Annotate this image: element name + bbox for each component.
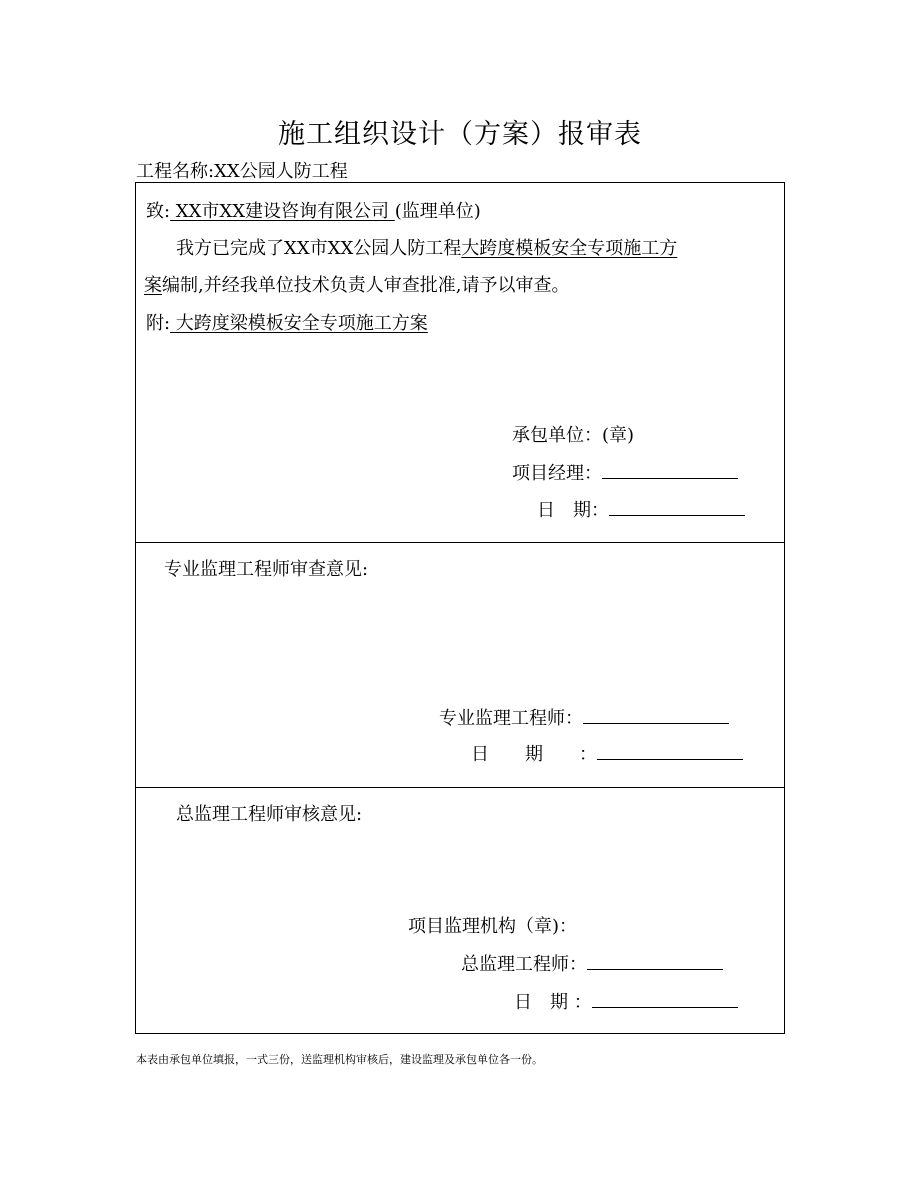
specialist-engineer-field[interactable] <box>583 705 729 724</box>
plan-name-underlined-end: 案 <box>144 275 162 296</box>
section-divider-2 <box>136 787 784 788</box>
project-name-line: 工程名称:XX公园人防工程 <box>136 161 348 182</box>
addressee-suffix: (监理单位) <box>394 201 481 222</box>
footnote: 本表由承包单位填报，一式三份，送监理机构审核后，建设监理及承包单位各一份。 <box>136 1053 543 1066</box>
contractor-seal-label: 承包单位：(章) <box>512 425 635 446</box>
plan-name-underlined: 大跨度模板安全专项施工方 <box>461 238 678 259</box>
project-manager-field[interactable] <box>602 460 738 479</box>
body-text-part1: 我方已完成了XX市XX公园人防工程 <box>176 238 462 259</box>
attachment-name: 大跨度梁模板安全专项施工方案 <box>170 313 428 334</box>
addressee-line <box>146 197 481 223</box>
contractor-date-row <box>537 496 745 522</box>
chief-engineer-label: 总监理工程师： <box>461 954 587 975</box>
specialist-date-row <box>471 740 743 766</box>
attachment-line <box>146 309 428 335</box>
specialist-date-label: 日 期 ： <box>471 744 597 765</box>
chief-date-label: 日 期 ： <box>514 992 592 1013</box>
specialist-engineer-label: 专业监理工程师： <box>439 708 583 729</box>
body-text-part2: 编制,并经我单位技术负责人审查批准,请予以审查。 <box>162 275 570 296</box>
specialist-review-heading: 专业监理工程师审查意见: <box>164 559 369 580</box>
supervision-org-seal-label: 项目监理机构（章)： <box>408 916 578 937</box>
project-manager-row <box>512 459 738 485</box>
addressee-company: XX市XX建设咨询有限公司 <box>170 201 395 222</box>
specialist-date-field[interactable] <box>597 741 743 760</box>
section-divider-1 <box>136 542 784 543</box>
specialist-engineer-row <box>439 704 729 730</box>
chief-engineer-row <box>461 950 723 976</box>
body-text-line-2 <box>144 271 569 297</box>
chief-date-row <box>514 988 738 1014</box>
attachment-prefix: 附: <box>146 313 171 334</box>
contractor-date-label: 日 期： <box>537 500 609 521</box>
chief-engineer-field[interactable] <box>587 951 723 970</box>
addressee-prefix: 致: <box>146 201 171 222</box>
project-manager-label: 项目经理： <box>512 463 602 484</box>
chief-review-heading: 总监理工程师审核意见: <box>176 804 363 825</box>
body-text-line-1 <box>176 234 677 260</box>
form-title: 施工组织设计（方案）报审表 <box>278 119 642 150</box>
contractor-date-field[interactable] <box>609 497 745 516</box>
chief-date-field[interactable] <box>592 989 738 1008</box>
review-form-table <box>135 182 785 1034</box>
